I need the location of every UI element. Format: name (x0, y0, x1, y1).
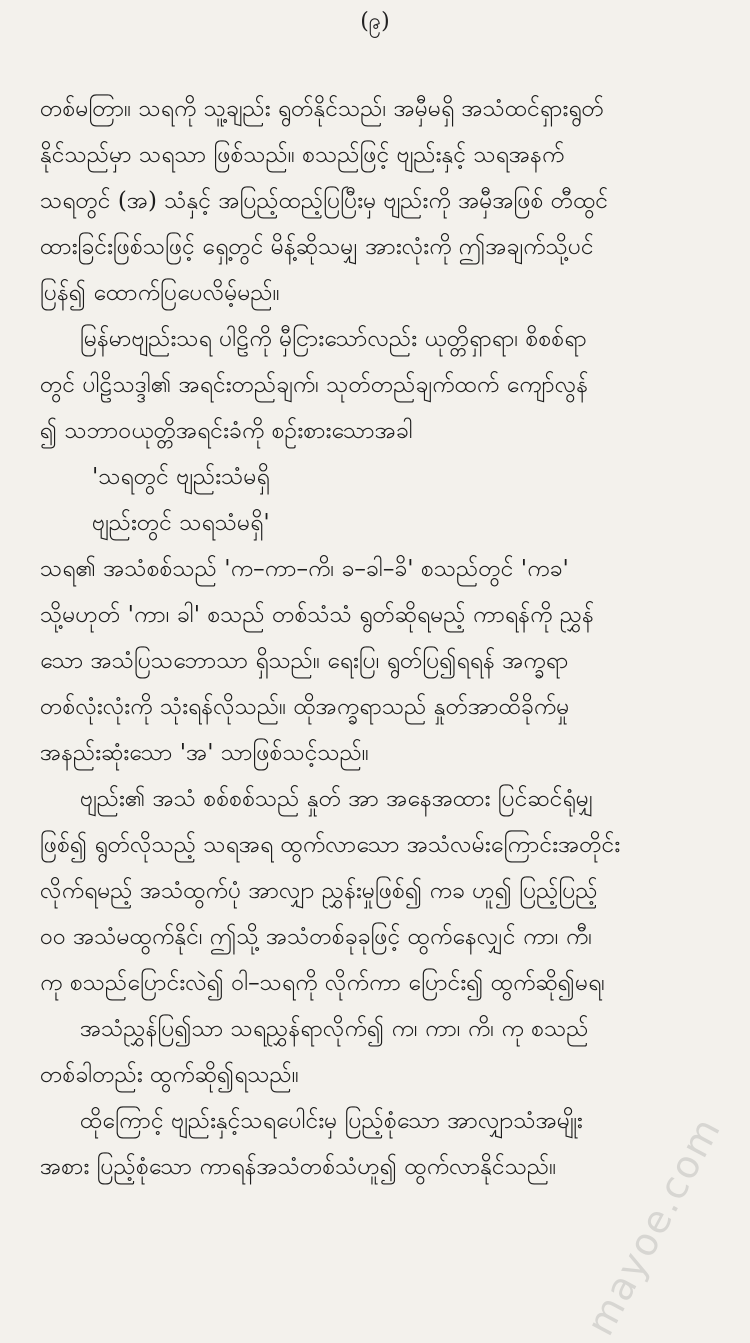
text-line: လိုက်ရမည့် အသံထွက်ပုံ အာလျှာ ညွှန်းမှုဖြစ်၍ ကခ ဟူ၍ ပြည့်ပြည့် (40, 878, 598, 904)
text-line: အနည်းဆုံးသော 'အ' သာဖြစ်သင့်သည်။ (40, 740, 369, 766)
text-line: အစား ပြည့်စုံသော ကာရန်အသံတစ်သံဟူ၍ ထွက်လာနိုင်သည်။ (40, 1154, 557, 1180)
text-line: ဗျည်း၏ အသံ စစ်စစ်သည် နှုတ် အာ အနေအထား ပြင်ဆင်ရုံမျှ (80, 786, 594, 812)
text-line: ထားခြင်းဖြစ်သဖြင့် ရှေ့တွင် မိန့်ဆိုသမျှ အားလုံးကို ဤအချက်သို့ပင် (40, 234, 594, 260)
body-text (40, 86, 718, 1190)
text-line: သော အသံပြသဘောသာ ရှိသည်။ ရေးပြ၊ ရွတ်ပြ၍ရရန် အက္ခရာ (40, 648, 569, 674)
text-line: တွင် ပါဠိသဒ္ဒါ၏ အရင်းတည်ချက်၊ သုတ်တည်ချက်ထက် ကျော်လွန် (40, 372, 589, 398)
text-line: သရ၏ အသံစစ်သည် 'က–ကာ–ကိ၊ ခ–ခါ–ခိ' စသည်တွင် 'ကခ' (40, 556, 569, 582)
page-number: (၉) (360, 9, 390, 34)
text-line: ကု စသည်ပြောင်းလဲ၍ ဝါ–သရကို လိုက်ကာ ပြောင်း၍ ထွက်ဆို၍မရ၊ (40, 970, 605, 996)
text-line: သရတွင် (အ) သံနှင့် အပြည့်ထည့်ပြပြီးမှ ဗျည်းကို အမှီအဖြစ် တီထွင် (40, 188, 609, 214)
text-line: ထိုကြောင့် ဗျည်းနှင့်သရပေါင်းမှ ပြည့်စုံသော အာလျှာသံအမျိုး (80, 1108, 583, 1134)
text-line: ပြန်၍ ထောက်ပြပေလိမ့်မည်။ (40, 280, 280, 306)
text-line: ဗျည်းတွင် သရသံမရှိ' (92, 510, 270, 536)
text-line: ဝဝ အသံမထွက်နိုင်၊ ဤသို့ အသံတစ်ခုခုဖြင့် ထွက်နေလျှင် ကာ၊ ကီ၊ (40, 924, 592, 950)
text-line: သို့မဟုတ် 'ကာ၊ ခါ' စသည် တစ်သံသံ ရွတ်ဆိုရမည့် ကာရန်ကို ညွှန် (40, 602, 594, 628)
text-line: ၍ သဘာဝယုတ္တိအရင်းခံကို စဉ်းစားသောအခါ (40, 418, 413, 444)
text-line: 'သရတွင် ဗျည်းသံမရှိ (92, 464, 270, 490)
text-line: နိုင်သည်မှာ သရသာ ဖြစ်သည်။ စသည်ဖြင့် ဗျည်းနှင့် သရအနက် (40, 142, 565, 168)
text-line: မြန်မာဗျည်းသရ ပါဠိကို မှီငြားသော်လည်း ယုတ္တိရှာရာ၊ စိစစ်ရာ (80, 326, 587, 352)
watermark: mayoe.com (578, 1109, 730, 1343)
text-line: တစ်ခါတည်း ထွက်ဆို၍ရသည်။ (40, 1062, 299, 1088)
text-line: တစ်မတြာ။ သရကို သူ့ချည်း ရွတ်နိုင်သည်၊ အမှီမရှိ အသံထင်ရှားရွတ် (40, 96, 604, 122)
text-line: ဖြစ်၍ ရွတ်လိုသည့် သရအရ ထွက်လာသော အသံလမ်းကြောင်းအတိုင်း (40, 832, 621, 858)
text-line: အသံညွှန်ပြ၍သာ သရညွှန်ရာလိုက်၍ က၊ ကာ၊ ကိ၊ ကု စသည် (80, 1016, 589, 1042)
text-line: တစ်လုံးလုံးကို သုံးရန်လိုသည်။ ထိုအက္ခရာသည် နှုတ်အာထိခိုက်မှု (40, 694, 570, 720)
